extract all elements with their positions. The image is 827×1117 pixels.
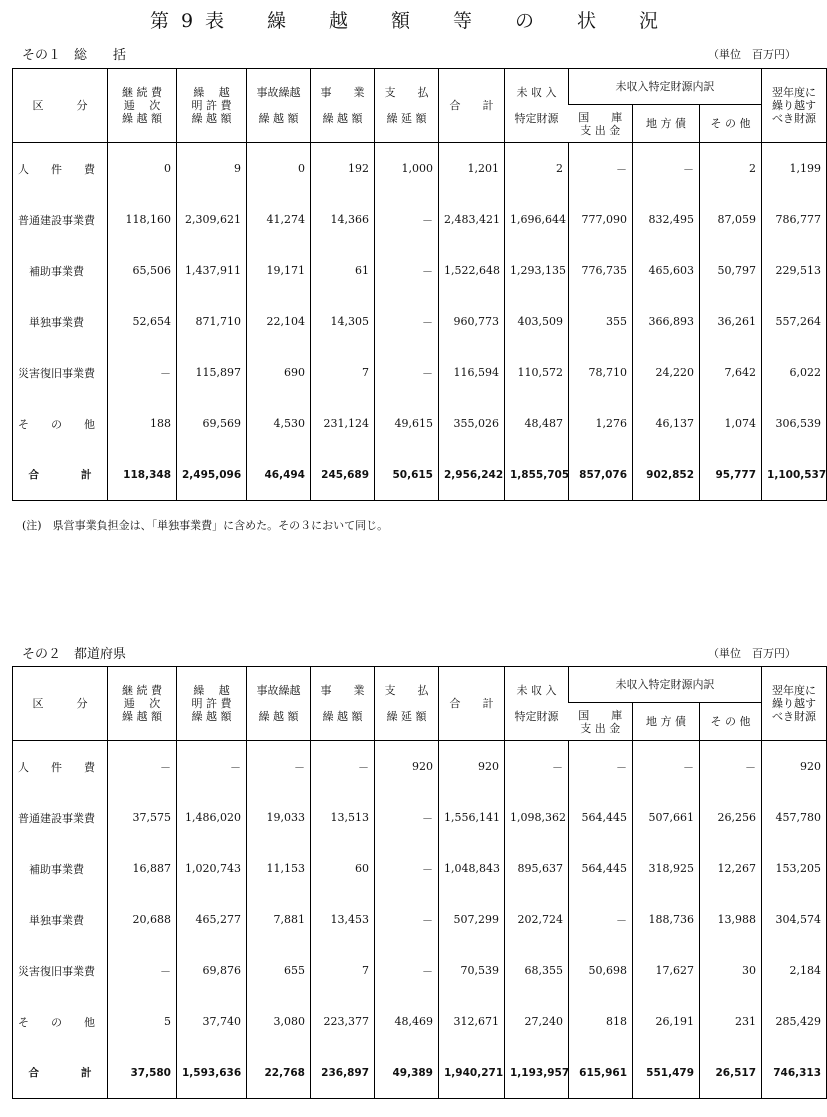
table-row bbox=[13, 741, 827, 793]
table-cell: － bbox=[505, 741, 569, 793]
table-cell: 5 bbox=[108, 996, 177, 1047]
table-cell: 1,293,135 bbox=[505, 245, 569, 296]
table-cell: 7 bbox=[311, 945, 375, 996]
header-yokunendo: 翌年度に 繰り越す べき財源 bbox=[762, 69, 827, 143]
table-cell: 14,305 bbox=[311, 296, 375, 347]
table-cell: 507,661 bbox=[633, 792, 700, 843]
header-uchiwake: 未収入特定財源内訳 bbox=[569, 667, 762, 703]
table-cell: 231,124 bbox=[311, 398, 375, 449]
table-cell: 188,736 bbox=[633, 894, 700, 945]
table-row bbox=[13, 245, 827, 296]
header-mishu: 未 収 入 特定財源 bbox=[505, 69, 569, 143]
header-meikyo: 繰 越 明 許 費 繰 越 額 bbox=[177, 667, 247, 741]
table-cell: 3,080 bbox=[247, 996, 311, 1047]
table-cell: 786,777 bbox=[762, 194, 827, 245]
table-cell: 312,671 bbox=[439, 996, 505, 1047]
section1-table bbox=[12, 68, 827, 501]
table-cell: 6,022 bbox=[762, 347, 827, 398]
table-cell: 655 bbox=[247, 945, 311, 996]
table-cell: － bbox=[108, 945, 177, 996]
table-cell: 1,201 bbox=[439, 143, 505, 195]
table-cell: 1,199 bbox=[762, 143, 827, 195]
table-cell: 188 bbox=[108, 398, 177, 449]
table-cell: 1,100,537 bbox=[762, 449, 827, 501]
table-cell: 1,098,362 bbox=[505, 792, 569, 843]
row-label: 災害復旧事業費 bbox=[18, 366, 95, 380]
table-cell: 0 bbox=[247, 143, 311, 195]
table-cell: 14,366 bbox=[311, 194, 375, 245]
table-cell: 11,153 bbox=[247, 843, 311, 894]
table-cell: 746,313 bbox=[762, 1047, 827, 1099]
table-cell: 46,137 bbox=[633, 398, 700, 449]
table-cell: － bbox=[569, 741, 633, 793]
section2-heading: その２ 都道府県 bbox=[22, 647, 127, 662]
table-cell: 110,572 bbox=[505, 347, 569, 398]
table-cell: － bbox=[569, 894, 633, 945]
table-cell: 403,509 bbox=[505, 296, 569, 347]
table-row bbox=[13, 792, 827, 843]
table-cell: 1,000 bbox=[375, 143, 439, 195]
table-row bbox=[13, 894, 827, 945]
table-cell: 12,267 bbox=[700, 843, 762, 894]
table-cell: 36,261 bbox=[700, 296, 762, 347]
table-cell: 7,881 bbox=[247, 894, 311, 945]
table-cell: － bbox=[177, 741, 247, 793]
table-cell: 457,780 bbox=[762, 792, 827, 843]
table-cell: 118,160 bbox=[108, 194, 177, 245]
table-cell: 1,486,020 bbox=[177, 792, 247, 843]
table-cell: 1,193,957 bbox=[505, 1047, 569, 1099]
header-gokei: 合 計 bbox=[439, 667, 505, 741]
header-yokunendo: 翌年度に 繰り越す べき財源 bbox=[762, 667, 827, 741]
table-cell: 22,104 bbox=[247, 296, 311, 347]
table-cell: － bbox=[375, 894, 439, 945]
header-kokko: 国 庫 支 出 金 bbox=[569, 105, 633, 143]
table-cell: 41,274 bbox=[247, 194, 311, 245]
table-cell: 229,513 bbox=[762, 245, 827, 296]
row-label: 合 計 bbox=[18, 1067, 92, 1079]
table-cell: 4,530 bbox=[247, 398, 311, 449]
table-cell: 49,389 bbox=[375, 1047, 439, 1099]
header-kokko: 国 庫 支 出 金 bbox=[569, 703, 633, 741]
table-cell: 920 bbox=[375, 741, 439, 793]
table-cell: 1,048,843 bbox=[439, 843, 505, 894]
table-cell: 304,574 bbox=[762, 894, 827, 945]
table-row bbox=[13, 398, 827, 449]
table-cell: 895,637 bbox=[505, 843, 569, 894]
table-cell: 13,513 bbox=[311, 792, 375, 843]
section1-heading: その１ 総 括 bbox=[22, 48, 127, 63]
table-cell: 118,348 bbox=[108, 449, 177, 501]
table-cell: 24,220 bbox=[633, 347, 700, 398]
table-cell: 920 bbox=[762, 741, 827, 793]
header-keizoku: 継 続 費 逓 次 繰 越 額 bbox=[108, 69, 177, 143]
table-cell: 920 bbox=[439, 741, 505, 793]
table-cell: 46,494 bbox=[247, 449, 311, 501]
table-cell: 1,437,911 bbox=[177, 245, 247, 296]
table-row bbox=[13, 843, 827, 894]
row-label: 普通建設事業費 bbox=[18, 811, 95, 825]
table-cell: 16,887 bbox=[108, 843, 177, 894]
row-label: 補助事業費 bbox=[18, 862, 84, 876]
table-cell: 465,603 bbox=[633, 245, 700, 296]
header-shiharai: 支 払 繰 延 額 bbox=[375, 667, 439, 741]
table-cell: 13,453 bbox=[311, 894, 375, 945]
table-cell: 87,059 bbox=[700, 194, 762, 245]
table-cell: 17,627 bbox=[633, 945, 700, 996]
row-label: そ の 他 bbox=[18, 417, 95, 431]
table-cell: 960,773 bbox=[439, 296, 505, 347]
table-cell: 236,897 bbox=[311, 1047, 375, 1099]
section2-unit: （単位 百万円） bbox=[708, 647, 796, 660]
table-cell: 60 bbox=[311, 843, 375, 894]
table-cell: 20,688 bbox=[108, 894, 177, 945]
table-cell: 2,495,096 bbox=[177, 449, 247, 501]
table-cell: － bbox=[569, 143, 633, 195]
table-cell: 902,852 bbox=[633, 449, 700, 501]
table-cell: 26,191 bbox=[633, 996, 700, 1047]
table-cell: 13,988 bbox=[700, 894, 762, 945]
table-cell: 1,593,636 bbox=[177, 1047, 247, 1099]
row-label: 単独事業費 bbox=[18, 913, 84, 927]
row-label: そ の 他 bbox=[18, 1015, 95, 1029]
header-sonota: そ の 他 bbox=[700, 105, 762, 143]
header-jigyo: 事 業 繰 越 額 bbox=[311, 667, 375, 741]
table-cell: 192 bbox=[311, 143, 375, 195]
row-label: 合 計 bbox=[18, 469, 92, 481]
table-cell: 465,277 bbox=[177, 894, 247, 945]
table-cell: 50,615 bbox=[375, 449, 439, 501]
table-cell: 202,724 bbox=[505, 894, 569, 945]
table-cell: 2,184 bbox=[762, 945, 827, 996]
table-cell: 2,956,242 bbox=[439, 449, 505, 501]
table-cell: 9 bbox=[177, 143, 247, 195]
table-cell: 2 bbox=[700, 143, 762, 195]
table-cell: 37,740 bbox=[177, 996, 247, 1047]
header-sonota: そ の 他 bbox=[700, 703, 762, 741]
table-cell: 7 bbox=[311, 347, 375, 398]
table-cell: 19,033 bbox=[247, 792, 311, 843]
table-cell: － bbox=[633, 741, 700, 793]
table-cell: 49,615 bbox=[375, 398, 439, 449]
header-kubun: 区 分 bbox=[13, 667, 108, 741]
table-cell: 26,517 bbox=[700, 1047, 762, 1099]
table-cell: 871,710 bbox=[177, 296, 247, 347]
row-label: 人 件 費 bbox=[18, 760, 95, 774]
header-mishu: 未 収 入 特定財源 bbox=[505, 667, 569, 741]
table-cell: 69,876 bbox=[177, 945, 247, 996]
table-cell: － bbox=[375, 792, 439, 843]
table-cell: － bbox=[375, 945, 439, 996]
table-row bbox=[13, 347, 827, 398]
header-keizoku: 継 続 費 逓 次 繰 越 額 bbox=[108, 667, 177, 741]
table-cell: － bbox=[375, 245, 439, 296]
table-cell: 551,479 bbox=[633, 1047, 700, 1099]
table-cell: 0 bbox=[108, 143, 177, 195]
header-jiko: 事故繰越 繰 越 額 bbox=[247, 667, 311, 741]
page-title: 第9表 繰 越 額 等 の 状 況 bbox=[149, 10, 671, 32]
table-cell: 2 bbox=[505, 143, 569, 195]
table-cell: 69,569 bbox=[177, 398, 247, 449]
table-cell: 615,961 bbox=[569, 1047, 633, 1099]
table-cell: 70,539 bbox=[439, 945, 505, 996]
table-cell: 61 bbox=[311, 245, 375, 296]
table-cell: 48,487 bbox=[505, 398, 569, 449]
table-cell: 557,264 bbox=[762, 296, 827, 347]
header-jiko: 事故繰越 繰 越 額 bbox=[247, 69, 311, 143]
table-cell: 37,580 bbox=[108, 1047, 177, 1099]
table-cell: 1,522,648 bbox=[439, 245, 505, 296]
row-label: 普通建設事業費 bbox=[18, 213, 95, 227]
table-total-row bbox=[13, 449, 827, 501]
table-cell: － bbox=[108, 741, 177, 793]
table-cell: 318,925 bbox=[633, 843, 700, 894]
table-cell: 1,020,743 bbox=[177, 843, 247, 894]
table-cell: 78,710 bbox=[569, 347, 633, 398]
table-cell: 30 bbox=[700, 945, 762, 996]
table-cell: 22,768 bbox=[247, 1047, 311, 1099]
table-cell: － bbox=[108, 347, 177, 398]
table-cell: 564,445 bbox=[569, 792, 633, 843]
table-cell: 68,355 bbox=[505, 945, 569, 996]
table-cell: 116,594 bbox=[439, 347, 505, 398]
table-cell: 818 bbox=[569, 996, 633, 1047]
table-cell: 776,735 bbox=[569, 245, 633, 296]
table-cell: 50,797 bbox=[700, 245, 762, 296]
table-cell: － bbox=[633, 143, 700, 195]
table-cell: 1,074 bbox=[700, 398, 762, 449]
table-cell: 355 bbox=[569, 296, 633, 347]
table-row bbox=[13, 194, 827, 245]
table-cell: 231 bbox=[700, 996, 762, 1047]
footnote: (注) 県営事業負担金は、「単独事業費」に含めた。その３において同じ。 bbox=[22, 519, 389, 532]
table-cell: 1,276 bbox=[569, 398, 633, 449]
table-cell: 37,575 bbox=[108, 792, 177, 843]
table-cell: 2,483,421 bbox=[439, 194, 505, 245]
table-cell: 27,240 bbox=[505, 996, 569, 1047]
table-cell: － bbox=[375, 296, 439, 347]
row-label: 災害復旧事業費 bbox=[18, 964, 95, 978]
table-cell: 95,777 bbox=[700, 449, 762, 501]
table-cell: 857,076 bbox=[569, 449, 633, 501]
table-cell: 1,696,644 bbox=[505, 194, 569, 245]
table-cell: － bbox=[375, 194, 439, 245]
section2-table bbox=[12, 666, 827, 1099]
table-cell: － bbox=[700, 741, 762, 793]
table-row bbox=[13, 143, 827, 195]
header-gokei: 合 計 bbox=[439, 69, 505, 143]
table-cell: － bbox=[311, 741, 375, 793]
table-cell: 366,893 bbox=[633, 296, 700, 347]
table-cell: 52,654 bbox=[108, 296, 177, 347]
table-cell: 2,309,621 bbox=[177, 194, 247, 245]
table-row bbox=[13, 945, 827, 996]
section1-unit: （単位 百万円） bbox=[708, 48, 796, 61]
table-row bbox=[13, 296, 827, 347]
table-cell: 564,445 bbox=[569, 843, 633, 894]
table-total-row bbox=[13, 1047, 827, 1099]
header-chihousai: 地 方 債 bbox=[633, 703, 700, 741]
table-cell: 7,642 bbox=[700, 347, 762, 398]
row-label: 補助事業費 bbox=[18, 264, 84, 278]
table-cell: 355,026 bbox=[439, 398, 505, 449]
row-label: 単独事業費 bbox=[18, 315, 84, 329]
table-cell: 285,429 bbox=[762, 996, 827, 1047]
table-cell: 245,689 bbox=[311, 449, 375, 501]
header-chihousai: 地 方 債 bbox=[633, 105, 700, 143]
header-meikyo: 繰 越 明 許 費 繰 越 額 bbox=[177, 69, 247, 143]
table-cell: 507,299 bbox=[439, 894, 505, 945]
header-kubun: 区 分 bbox=[13, 69, 108, 143]
table-cell: 690 bbox=[247, 347, 311, 398]
table-cell: 832,495 bbox=[633, 194, 700, 245]
table-cell: － bbox=[375, 347, 439, 398]
table-cell: 50,698 bbox=[569, 945, 633, 996]
header-shiharai: 支 払 繰 延 額 bbox=[375, 69, 439, 143]
row-label: 人 件 費 bbox=[18, 162, 95, 176]
table-cell: 65,506 bbox=[108, 245, 177, 296]
table-cell: 48,469 bbox=[375, 996, 439, 1047]
table-cell: 777,090 bbox=[569, 194, 633, 245]
header-jigyo: 事 業 繰 越 額 bbox=[311, 69, 375, 143]
table-cell: 1,556,141 bbox=[439, 792, 505, 843]
table-row bbox=[13, 996, 827, 1047]
table-cell: 223,377 bbox=[311, 996, 375, 1047]
table-cell: － bbox=[375, 843, 439, 894]
table-cell: 1,940,271 bbox=[439, 1047, 505, 1099]
table-cell: 306,539 bbox=[762, 398, 827, 449]
header-uchiwake: 未収入特定財源内訳 bbox=[569, 69, 762, 105]
table-cell: 19,171 bbox=[247, 245, 311, 296]
table-cell: 26,256 bbox=[700, 792, 762, 843]
table-cell: － bbox=[247, 741, 311, 793]
table-cell: 115,897 bbox=[177, 347, 247, 398]
table-cell: 153,205 bbox=[762, 843, 827, 894]
table-cell: 1,855,705 bbox=[505, 449, 569, 501]
